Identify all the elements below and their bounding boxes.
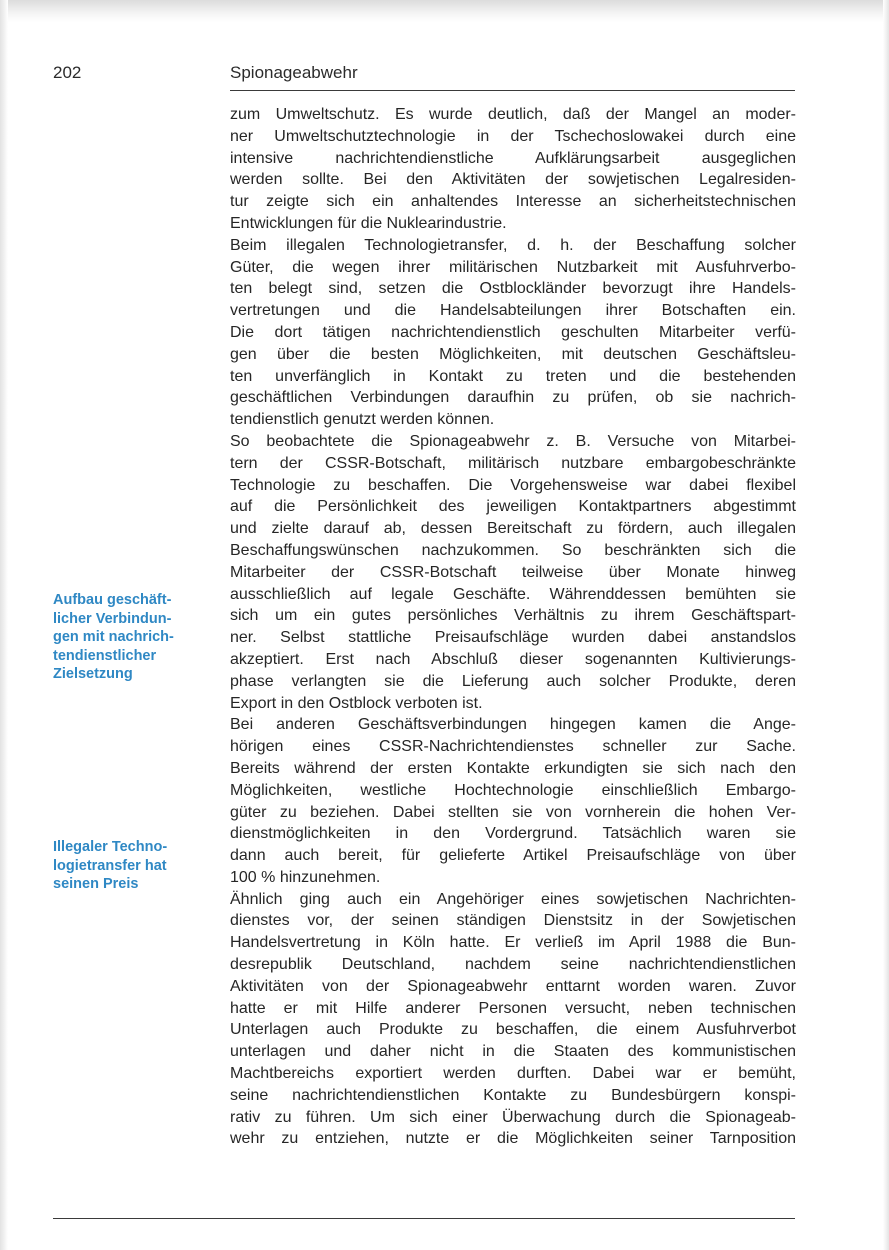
margin-note-business-relations xyxy=(53,591,213,684)
body-line: auf die Persönlichkeit des jeweiligen Kontaktpartners abgestimmt xyxy=(230,498,796,516)
body-line: Unterlagen auch Produkte zu beschaffen, die einem Ausfuhrverbot xyxy=(230,1021,796,1039)
body-line: So beobachtete die Spionageabwehr z. B. Versuche von Mitarbei- xyxy=(230,432,796,450)
scan-shadow-top xyxy=(0,0,889,22)
body-line: dienstmöglichkeiten in den Vordergrund. Tatsächlich waren sie xyxy=(230,825,796,843)
margin-note-line: licher Verbindun- xyxy=(53,610,172,627)
body-line: dann auch bereit, für gelieferte Artikel Preisaufschläge von über xyxy=(230,847,796,865)
body-line: Beim illegalen Technologietransfer, d. h. der Beschaffung solcher xyxy=(230,236,796,254)
body-line: Machtbereichs exportiert werden durften. Dabei war er bemüht, xyxy=(230,1065,796,1083)
scan-shadow-left xyxy=(0,0,8,1250)
margin-note-line: seinen Preis xyxy=(53,876,139,892)
body-line: vertretungen und die Handelsabteilungen ihrer Botschaften ein. xyxy=(230,302,796,320)
body-line: Bereits während der ersten Kontakte erkundigten sie sich nach den xyxy=(230,759,796,777)
body-line: ner Umweltschutztechnologie in der Tschechoslowakei durch eine xyxy=(230,127,796,145)
margin-note-line: Zielsetzung xyxy=(53,666,133,682)
margin-note-line: tendienstlicher xyxy=(53,647,157,664)
body-line: Aktivitäten von der Spionageabwehr enttarnt worden waren. Zuvor xyxy=(230,977,796,995)
margin-note-illegal-transfer xyxy=(53,838,213,894)
body-line: Die dort tätigen nachrichtendienstlich geschulten Mitarbeiter verfü- xyxy=(230,323,796,341)
body-line: güter zu beziehen. Dabei stellten sie von vornherein die hohen Ver- xyxy=(230,803,796,821)
margin-note-line: logietransfer hat xyxy=(53,857,167,874)
body-line: tern der CSSR-Botschaft, militärisch nutzbare embargobeschränkte xyxy=(230,454,796,472)
body-line: Handelsvertretung in Köln hatte. Er verließ im April 1988 die Bun- xyxy=(230,934,796,952)
body-line: wehr zu entziehen, nutzte er die Möglichkeiten seiner Tarnposition xyxy=(230,1130,796,1148)
body-line: tendienstlich genutzt werden können. xyxy=(230,411,495,429)
header-rule xyxy=(230,90,795,91)
body-line: intensive nachrichtendienstliche Aufklärungsarbeit ausgeglichen xyxy=(230,149,796,167)
body-line: Ähnlich ging auch ein Angehöriger eines sowjetischen Nachrichten- xyxy=(230,890,796,908)
scan-shadow-right xyxy=(883,0,889,1250)
body-line: Beschaffungswünschen nachzukommen. So beschränkten sich die xyxy=(230,541,796,559)
body-line: Möglichkeiten, westliche Hochtechnologie einschließlich Embargo- xyxy=(230,781,796,799)
body-line: Technologie zu beschaffen. Die Vorgehensweise war dabei flexibel xyxy=(230,476,796,494)
margin-note-line: Aufbau geschäft- xyxy=(53,592,172,608)
body-line: geschäftlichen Verbindungen daraufhin zu prüfen, ob sie nachrich- xyxy=(230,389,796,407)
body-line: desrepublik Deutschland, nachdem seine nachrichtendienstlichen xyxy=(230,956,796,974)
body-line: Bei anderen Geschäftsverbindungen hingegen kamen die Ange- xyxy=(230,716,796,734)
body-line: Güter, die wegen ihrer militärischen Nutzbarkeit mit Ausfuhrverbo- xyxy=(230,258,796,276)
body-line: akzeptiert. Erst nach Abschluß dieser sogenannten Kultivierungs- xyxy=(230,650,796,668)
body-line: ten unverfänglich in Kontakt zu treten und die bestehenden xyxy=(230,367,796,385)
body-line: seine nachrichtendienstlichen Kontakte zu Bundesbürgern konspi- xyxy=(230,1086,796,1104)
body-line: hörigen eines CSSR-Nachrichtendienstes schneller zur Sache. xyxy=(230,738,796,756)
body-line: hatte er mit Hilfe anderer Personen versucht, neben technischen xyxy=(230,999,796,1017)
body-line: ner. Selbst stattliche Preisaufschläge wurden dabei anstandslos xyxy=(230,629,796,647)
body-line: ausschließlich auf legale Geschäfte. Währenddessen bemühten sie xyxy=(230,585,796,603)
footer-rule xyxy=(53,1218,795,1219)
body-line: zum Umweltschutz. Es wurde deutlich, daß der Mangel an moder- xyxy=(230,106,796,123)
body-line: tur zeigte sich ein anhaltendes Interesse an sicherheitstechnischen xyxy=(230,193,796,211)
body-line: 100 % hinzunehmen. xyxy=(230,868,381,886)
body-line: rativ zu führen. Um sich einer Überwachung durch die Spionageab- xyxy=(230,1108,796,1126)
body-text xyxy=(230,104,796,1150)
body-line: sich um ein gutes persönliches Verhältnis zu ihrem Geschäftspart- xyxy=(230,607,796,625)
body-line: Export in den Ostblock verboten ist. xyxy=(230,694,483,712)
body-line: ten belegt sind, setzen die Ostblockländer bevorzugt ihre Handels- xyxy=(230,280,796,298)
body-line: und zielte darauf ab, dessen Bereitschaft zu fördern, auch illegalen xyxy=(230,520,796,538)
body-line: unterlagen und daher nicht in die Staaten des kommunistischen xyxy=(230,1043,796,1061)
page-number: 202 xyxy=(53,63,82,82)
body-line: gen über die besten Möglichkeiten, mit deutschen Geschäftsleu- xyxy=(230,345,796,363)
body-line: Mitarbeiter der CSSR-Botschaft teilweise über Monate hinweg xyxy=(230,563,796,581)
body-line: Entwicklungen für die Nuklearindustrie. xyxy=(230,214,507,232)
margin-note-line: Illegaler Techno- xyxy=(53,839,168,855)
body-line: phase verlangten sie die Lieferung auch solcher Produkte, deren xyxy=(230,672,796,690)
body-line: werden sollte. Bei den Aktivitäten der sowjetischen Legalresiden- xyxy=(230,171,796,189)
body-line: dienstes vor, der seinen ständigen Dienstsitz in der Sowjetischen xyxy=(230,912,796,930)
running-head: Spionageabwehr xyxy=(230,63,358,82)
margin-note-line: gen mit nachrich- xyxy=(53,629,174,645)
